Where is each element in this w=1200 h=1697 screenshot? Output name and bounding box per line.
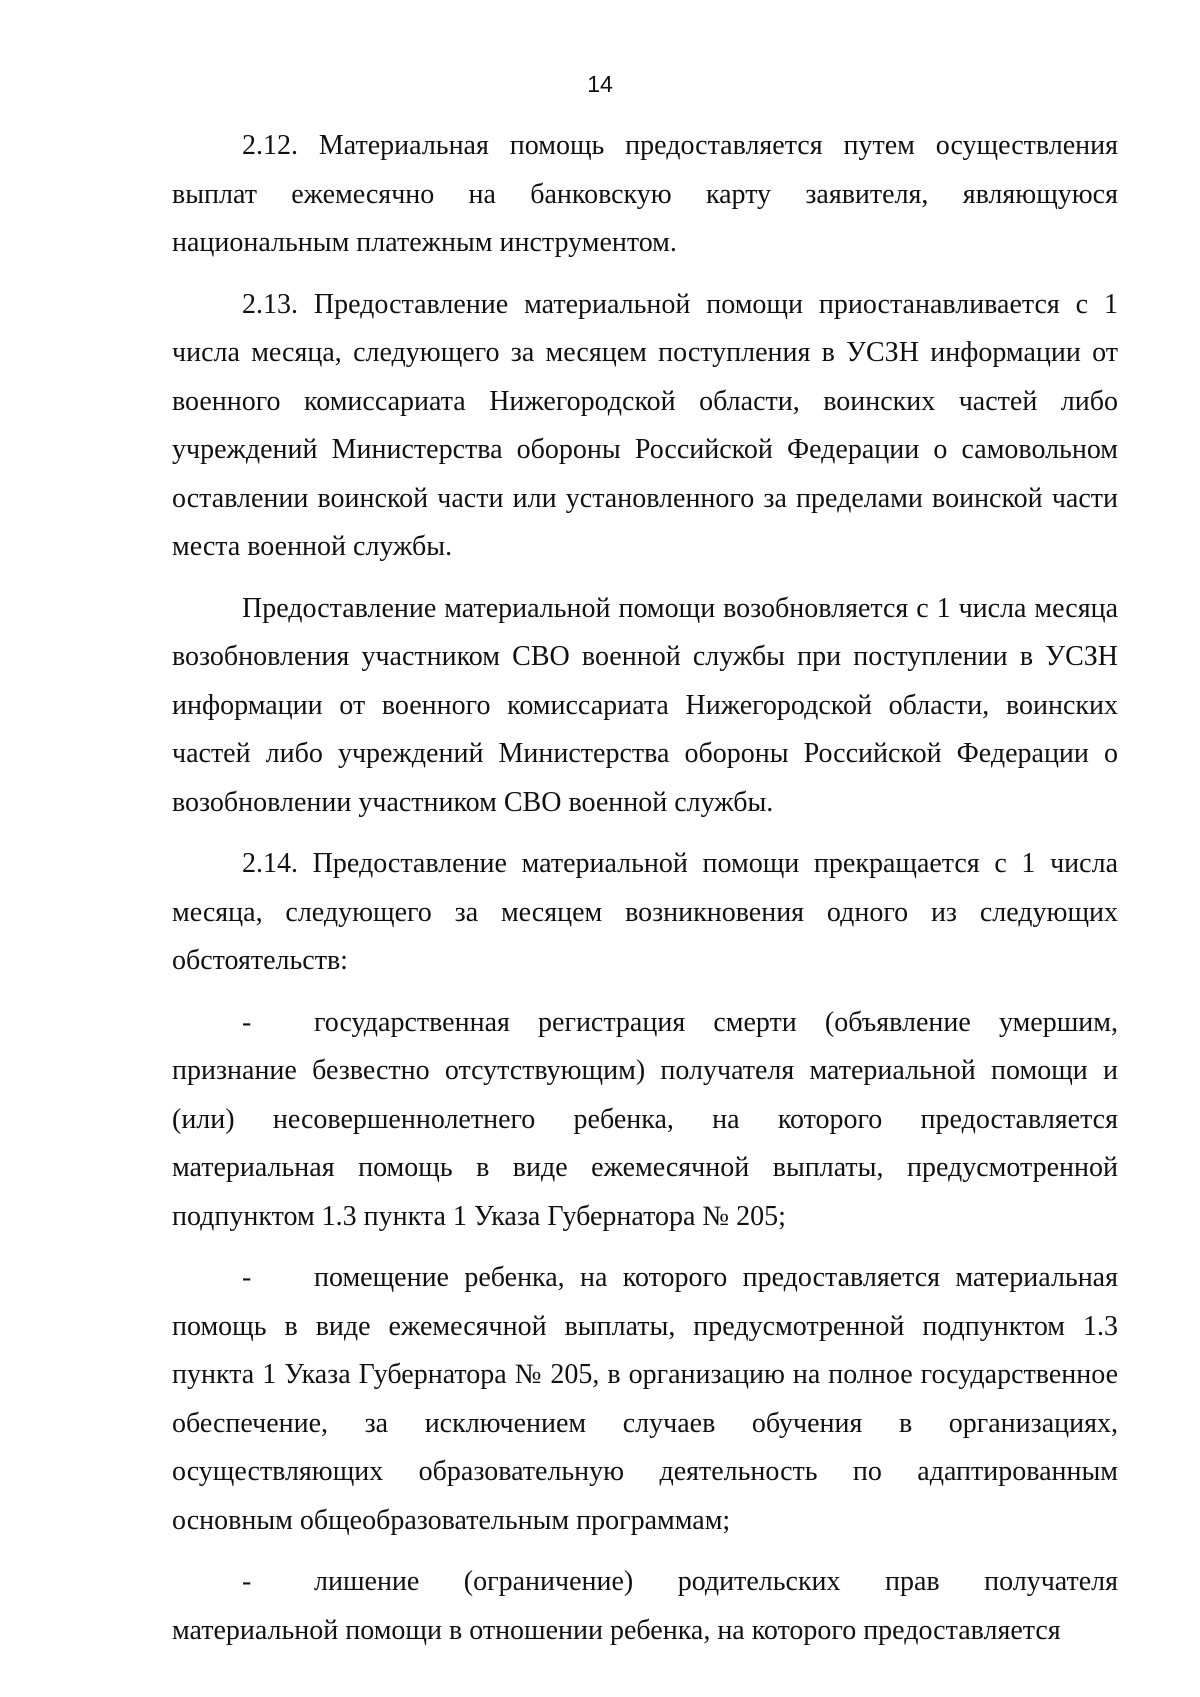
document-body xyxy=(172,122,1118,1655)
list-item-text: помещение ребенка, на которого предоставляется материальная помощь в виде ежемесячной выплаты, предусмотренной подпунктом 1.3 пункта 1 Указа Губернатора № 205, в организацию на полное государственное обеспечение, за исключением случаев обучения в организациях, осуществляющих образовательную деятельность по адаптированным основным общеобразовательным программам; xyxy=(172,1262,1118,1536)
list-dash: - xyxy=(242,1262,252,1293)
paragraph-resumption: Предоставление материальной помощи возобновляется с 1 числа месяца возобновления участником СВО военной службы при поступлении в УСЗН информации от военного комиссариата Нижегородской области, воинских частей либо учреждений Министерства обороны Российской Федерации о возобновлении участником СВО военной службы. xyxy=(172,592,1118,818)
page-number: 14 xyxy=(587,71,613,97)
list-item-text: лишение (ограничение) родительских прав получателя материальной помощи в отношении ребенка, на которого предоставляется xyxy=(172,1566,1118,1646)
list-dash: - xyxy=(242,1006,252,1038)
list-item xyxy=(172,1254,1118,1545)
list-item xyxy=(172,999,1118,1242)
list-item-text: государственная регистрация смерти (объявление умершим, признание безвестно отсутствующим) получателя материальной помощи и (или) несовершеннолетнего ребенка, на которого предоставляется материальная помощь в виде ежемесячной выплаты, предусмотренной подпунктом 1.3 пункта 1 Указа Губернатора № 205; xyxy=(172,1006,1118,1232)
paragraph-2-12: 2.12. Материальная помощь предоставляется путем осуществления выплат ежемесячно на банковскую карту заявителя, являющуюся национальным платежным инструментом. xyxy=(172,130,1118,258)
list-item xyxy=(172,1558,1118,1655)
paragraph-2-13: 2.13. Предоставление материальной помощи приостанавливается с 1 числа месяца, следующего за месяцем поступления в УСЗН информации от военного комиссариата Нижегородской области, воинских частей либо учреждений Министерства обороны Российской Федерации о самовольном оставлении воинской части или установленного за пределами воинской части места военной службы. xyxy=(172,288,1118,562)
list-dash: - xyxy=(242,1566,252,1597)
paragraph-2-14: 2.14. Предоставление материальной помощи прекращается с 1 числа месяца, следующего за месяцем возникновения одного из следующих обстоятельств: xyxy=(172,848,1118,976)
